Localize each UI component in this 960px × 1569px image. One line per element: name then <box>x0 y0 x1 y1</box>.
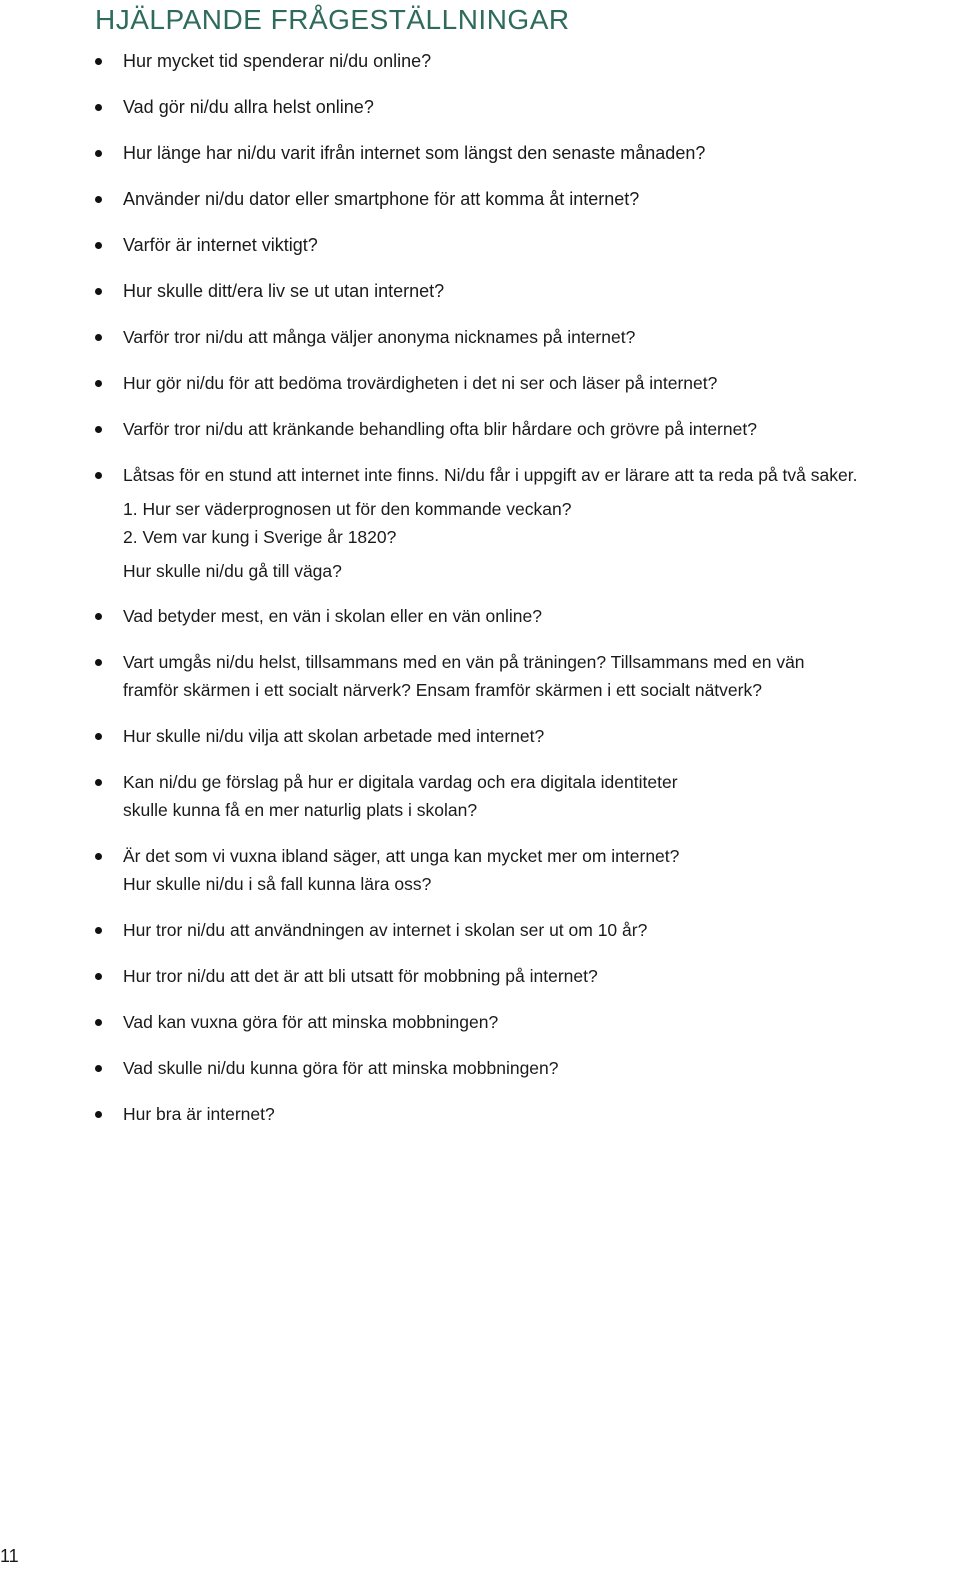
bullet-icon <box>95 288 102 295</box>
question-item <box>123 916 960 944</box>
question-text-line: Hur gör ni/du för att bedöma trovärdigheten i det ni ser och läser på internet? <box>123 373 718 393</box>
question-text-line: Varför tror ni/du att många väljer anonyma nicknames på internet? <box>123 327 636 347</box>
question-item <box>123 185 960 213</box>
question-item <box>123 648 960 704</box>
question-text-line: Hur skulle ni/du gå till väga? <box>123 561 342 581</box>
question-text-line: Hur skulle ni/du i så fall kunna lära oss? <box>123 874 432 894</box>
bullet-icon <box>95 613 102 620</box>
bullet-icon <box>95 779 102 786</box>
question-item <box>123 768 960 824</box>
bullet-icon <box>95 196 102 203</box>
question-item <box>123 369 960 397</box>
question-text-line: Varför är internet viktigt? <box>123 235 318 255</box>
question-text-line: framför skärmen i ett socialt närverk? Ensam framför skärmen i ett socialt nätverk? <box>123 680 762 700</box>
bullet-icon <box>95 380 102 387</box>
question-text-line: 1. Hur ser väderprognosen ut för den kommande veckan? <box>123 499 572 519</box>
bullet-icon <box>95 1111 102 1118</box>
question-item <box>123 231 960 259</box>
question-text-line: Hur mycket tid spenderar ni/du online? <box>123 51 432 71</box>
bullet-icon <box>95 334 102 341</box>
question-text-line: Hur skulle ni/du vilja att skolan arbetade med internet? <box>123 726 545 746</box>
question-text-line: Varför tror ni/du att kränkande behandling ofta blir hårdare och grövre på internet? <box>123 419 757 439</box>
bullet-icon <box>95 733 102 740</box>
bullet-icon <box>95 426 102 433</box>
bullet-icon <box>95 1065 102 1072</box>
question-text-line: 2. Vem var kung i Sverige år 1820? <box>123 527 397 547</box>
page-title: HJÄLPANDE FRÅGESTÄLLNINGAR <box>95 4 570 35</box>
question-item <box>123 139 960 167</box>
question-text-line: Låtsas för en stund att internet inte finns. Ni/du får i uppgift av er lärare att ta reda på två saker. <box>123 465 858 485</box>
bullet-icon <box>95 104 102 111</box>
question-item <box>123 1054 960 1082</box>
question-text-line: skulle kunna få en mer naturlig plats i skolan? <box>123 800 478 820</box>
question-text-line: Vart umgås ni/du helst, tillsammans med en vän på träningen? Tillsammans med en vän <box>123 652 805 672</box>
question-text-line: Hur tror ni/du att det är att bli utsatt för mobbning på internet? <box>123 966 598 986</box>
question-text-line: Vad kan vuxna göra för att minska mobbningen? <box>123 1012 499 1032</box>
question-item <box>123 93 960 121</box>
bullet-icon <box>95 853 102 860</box>
page-number: 11 <box>0 1546 19 1566</box>
bullet-icon <box>95 1019 102 1026</box>
question-text-line: Hur bra är internet? <box>123 1104 275 1124</box>
question-item <box>123 415 960 443</box>
question-text-line: Hur tror ni/du att användningen av internet i skolan ser ut om 10 år? <box>123 920 648 940</box>
question-item <box>123 1008 960 1036</box>
bullet-icon <box>95 973 102 980</box>
question-item <box>123 842 960 898</box>
question-item <box>123 277 960 305</box>
bullet-icon <box>95 472 102 479</box>
question-item <box>123 1100 960 1128</box>
bullet-icon <box>95 659 102 666</box>
question-text-line: Hur länge har ni/du varit ifrån internet som längst den senaste månaden? <box>123 143 706 163</box>
question-text-line: Vad betyder mest, en vän i skolan eller en vän online? <box>123 606 542 626</box>
bullet-icon <box>95 150 102 157</box>
question-item <box>123 47 960 75</box>
question-item <box>123 323 960 351</box>
bullet-icon <box>95 927 102 934</box>
question-text-line: Vad gör ni/du allra helst online? <box>123 97 374 117</box>
question-text-line: Använder ni/du dator eller smartphone för att komma åt internet? <box>123 189 640 209</box>
bullet-icon <box>95 58 102 65</box>
question-text-line: Är det som vi vuxna ibland säger, att unga kan mycket mer om internet? <box>123 846 680 866</box>
bullet-icon <box>95 242 102 249</box>
question-text-line: Vad skulle ni/du kunna göra för att minska mobbningen? <box>123 1058 559 1078</box>
question-text-line: Hur skulle ditt/era liv se ut utan internet? <box>123 281 445 301</box>
question-item <box>123 722 960 750</box>
question-item <box>123 602 960 630</box>
question-item <box>123 962 960 990</box>
question-text-line: Kan ni/du ge förslag på hur er digitala vardag och era digitala identiteter <box>123 772 678 792</box>
